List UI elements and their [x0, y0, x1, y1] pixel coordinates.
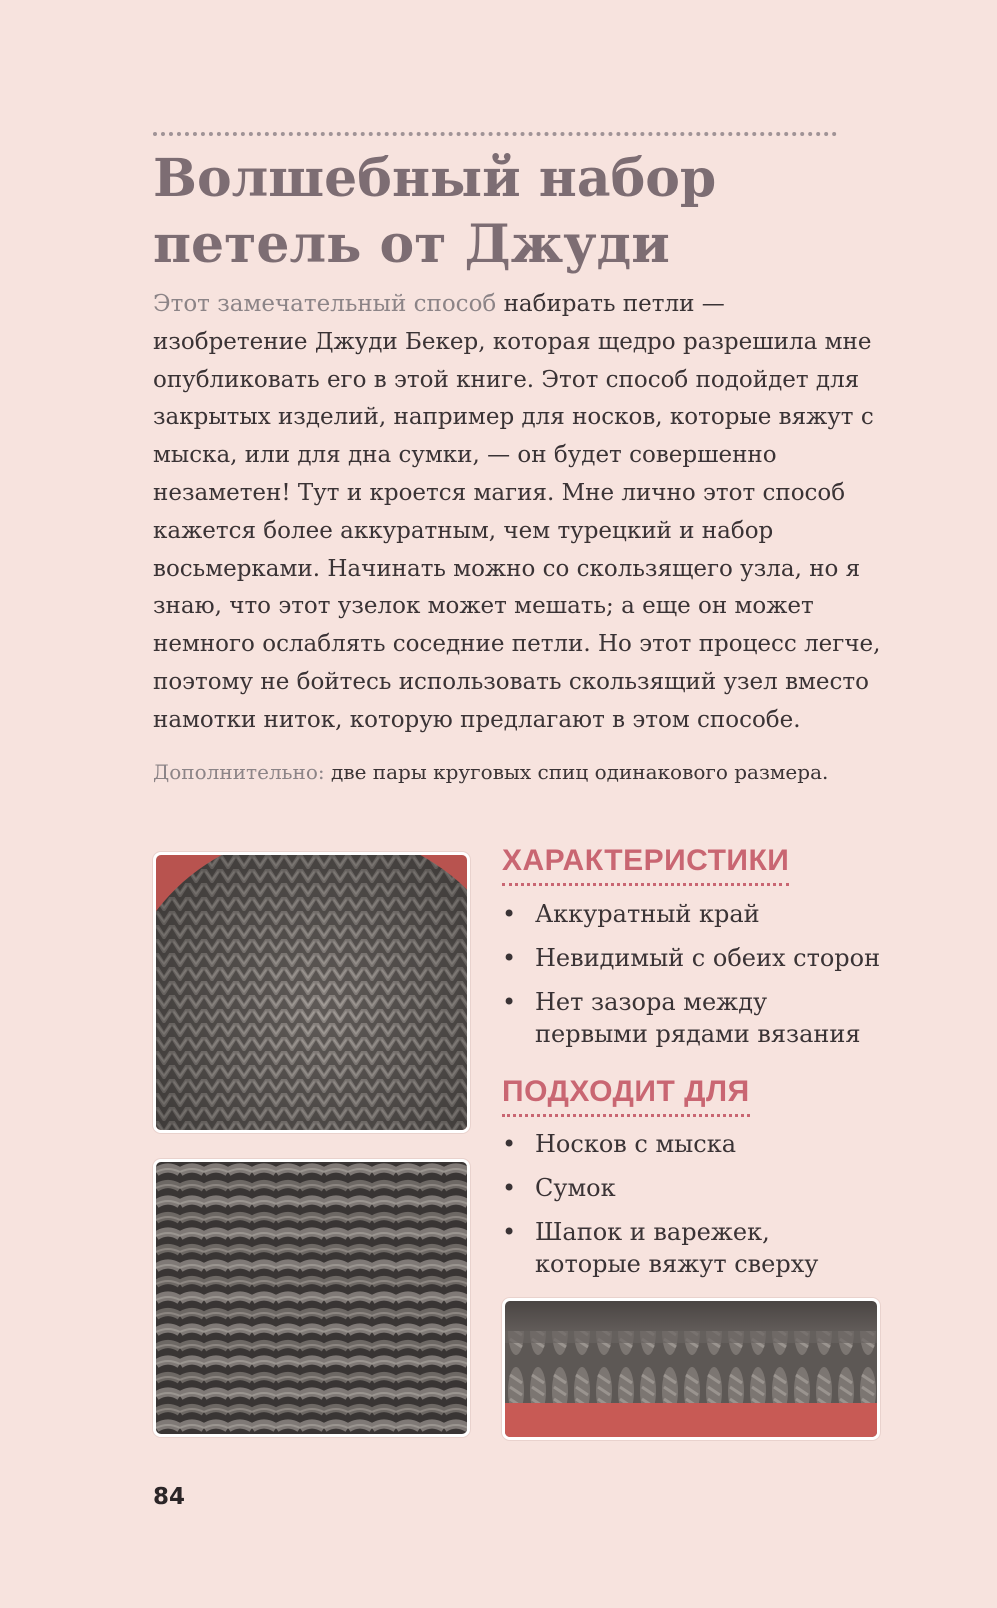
list-item: • Сумок	[502, 1172, 882, 1204]
list-item: • Нет зазора между первыми рядами вязания	[502, 986, 882, 1050]
page-title: Волшебный набор петель от Джуди	[153, 148, 717, 275]
list-item: • Носков с мыска	[502, 1128, 882, 1160]
knit-rows-photo	[153, 1159, 470, 1437]
extra-materials	[153, 758, 893, 786]
suitable-list	[502, 1128, 882, 1292]
intro-lead: Этот замечательный способ	[153, 291, 497, 317]
characteristics-heading: ХАРАКТЕРИСТИКИ	[502, 843, 789, 886]
extra-label: Дополнительно:	[153, 760, 325, 784]
characteristics-list	[502, 898, 882, 1062]
top-dotted-rule	[153, 132, 837, 136]
suitable-heading: ПОДХОДИТ ДЛЯ	[502, 1074, 750, 1117]
list-item: • Невидимый с обеих сторон	[502, 942, 882, 974]
page-number: 84	[153, 1484, 186, 1510]
knit-toe-photo	[153, 852, 470, 1133]
intro-text: набирать петли — изобретение Джуди Бекер, которая щедро разрешила мне опубликовать его в этой книге. Этот способ подойдет для закрытых изделий, например для носков, которые вяжут с мыска, или для дна сумки, — он будет совершенно незаметен! Тут и кроется магия. Мне лично этот способ кажется более аккуратным, чем турецкий и набор восьмерками. Начинать можно со скользящего узла, но я знаю, что этот узелок может мешать; а еще он может немного ослаблять соседние петли. Но этот процесс легче, поэтому не бойтесь использовать скользящий узел вместо намотки ниток, которую предлагают в этом способе.	[153, 291, 881, 733]
knit-edge-photo	[502, 1298, 880, 1440]
extra-text: две пары круговых спиц одинакового размера.	[324, 760, 829, 784]
intro-paragraph	[153, 286, 883, 740]
list-item: • Аккуратный край	[502, 898, 882, 930]
list-item: • Шапок и варежек, которые вяжут сверху	[502, 1216, 882, 1280]
